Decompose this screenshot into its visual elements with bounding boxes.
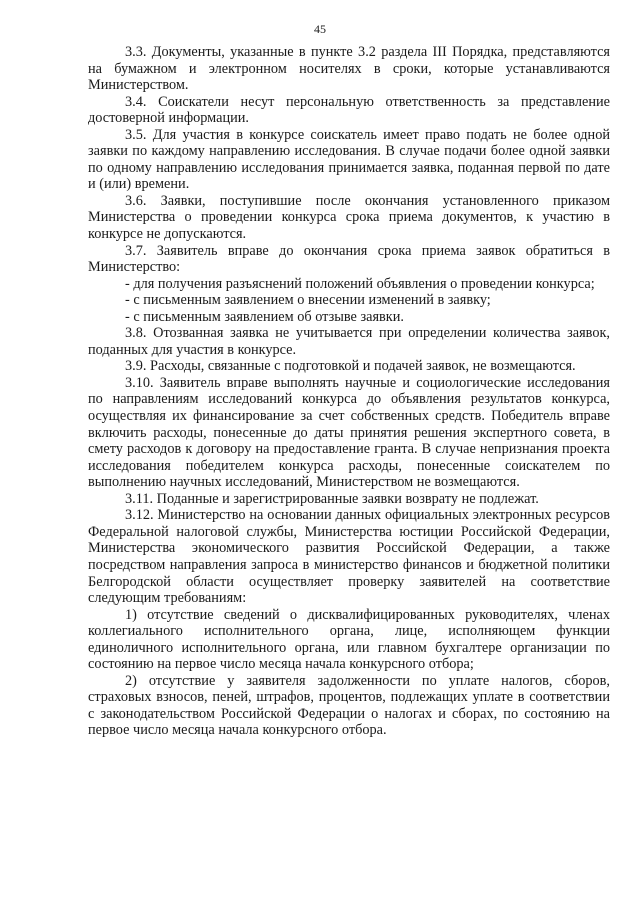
requirement-item-2: 2) отсутствие у заявителя задолженности по уплате налогов, сборов, страховых взносов, пеней, штрафов, процентов, подлежащих уплате в соответствии с законодательством Российской Федерации о налогах и сборах, по состоянию на первое число месяца начала конкурсного отбора. <box>88 672 610 739</box>
paragraph-3-9: 3.9. Расходы, связанные с подготовкой и подачей заявок, не возмещаются. <box>125 358 576 375</box>
list-item-clarifications: - для получения разъяснений положений объявления о проведении конкурса; <box>125 275 595 292</box>
paragraph-3-3: 3.3. Документы, указанные в пункте 3.2 раздела III Порядка, представляются на бумажном и электронном носителях в сроки, которые устанавливаются Министерством. <box>88 44 610 94</box>
paragraph-3-11: 3.11. Поданные и зарегистрированные заявки возврату не подлежат. <box>125 490 539 507</box>
list-item-withdrawal: - с письменным заявлением об отзыве заявки. <box>125 308 404 325</box>
paragraph-3-4: 3.4. Соискатели несут персональную ответственность за представление достоверной информации. <box>88 93 610 127</box>
paragraph-3-12: 3.12. Министерство на основании данных официальных электронных ресурсов Федеральной налоговой службы, Министерства юстиции Российской Федерации, Министерства экономического развития Российской Федерации, а также посредством направления запроса в министерство финансов и бюджетной политики Белгородской области осуществляет проверку заявителей на соответствие следующим требованиям: <box>88 507 610 607</box>
paragraph-3-10: 3.10. Заявитель вправе выполнять научные и социологические исследования по направлениям исследований конкурса до объявления результатов конкурса, осуществляя их финансирование за счет собственных средств. Победитель вправе включить расходы, понесенные до даты принятия решения экспертного совета, в смету расходов к договору на предоставление гранта. В случае непризнания проекта исследования победителем конкурса расходы, понесенные соискателем по выполнению научных исследований, Министерством не возмещаются. <box>88 374 610 491</box>
document-body <box>88 44 610 739</box>
paragraph-3-7: 3.7. Заявитель вправе до окончания срока приема заявок обратиться в Министерство: <box>88 242 610 276</box>
requirement-item-1: 1) отсутствие сведений о дисквалифицированных руководителях, членах коллегиального исполнительного органа, лице, исполняющем функции единоличного исполнительного органа, или главном бухгалтере организации по состоянию на первое число месяца начала конкурсного отбора; <box>88 606 610 673</box>
paragraph-3-5: 3.5. Для участия в конкурсе соискатель имеет право подать не более одной заявки по каждому направлению исследования. В случае подачи более одной заявки по одному направлению исследования принимается заявка, поданная первой по дате и (или) времени. <box>88 126 610 193</box>
paragraph-3-8: 3.8. Отозванная заявка не учитывается при определении количества заявок, поданных для участия в конкурсе. <box>88 325 610 358</box>
list-item-amendments: - с письменным заявлением о внесении изменений в заявку; <box>125 292 491 309</box>
paragraph-3-6: 3.6. Заявки, поступившие после окончания установленного приказом Министерства о проведении конкурса срока приема документов, к участию в конкурсе не допускаются. <box>88 192 610 243</box>
page-number: 45 <box>314 22 326 36</box>
